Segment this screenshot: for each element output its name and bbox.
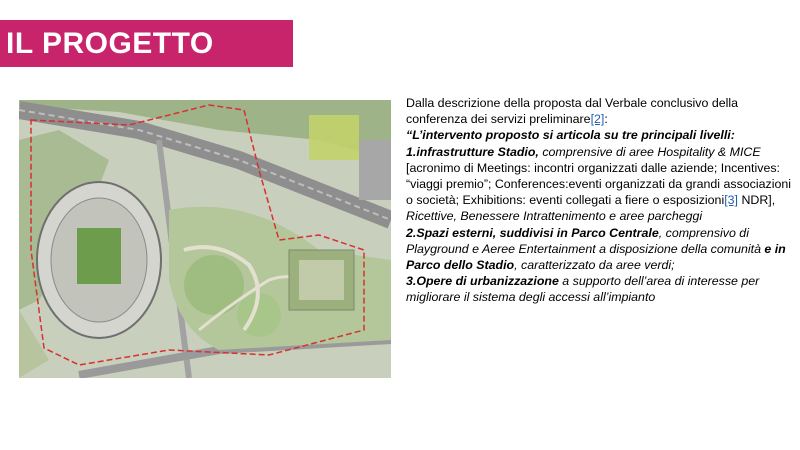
map-stadium-pitch [77,228,121,284]
quote-heading: “L’intervento proposto si articola su tre principali livelli: [406,128,735,143]
footnote-link-3[interactable]: [3] [724,193,738,208]
item-2-title: 2.Spazi esterni, suddivisi in Parco Centrale [406,225,659,240]
item-3-italic: a supporto dell’area di interesse per migliorare il sistema degli accessi all’impianto [406,274,760,305]
item-2-italic-a: , comprensivo di Playground e Aeree Entertainment a disposizione della comunità [406,225,761,256]
item-1-italic-a: comprensive di aree Hospitality & MICE [538,144,761,159]
intro-paragraph [406,95,791,127]
footnote-link-2[interactable]: [2] [590,112,605,127]
item-1 [406,144,791,225]
site-plan-image [19,100,391,378]
item-1-italic-b: Ricettive, Benessere Intrattenimento e aree parcheggi [406,209,703,224]
map-sports-field [309,115,359,160]
item-2 [406,225,791,274]
intro-colon: : [604,112,608,127]
map-hospitality-court [299,260,344,300]
map-parking-ne [359,140,391,200]
item-1-explanation: [acronimo di Meetings: incontri organizzati dalle aziende; Incentives: “viaggi premio”; Conferences:eventi organizzati da grandi associazioni o società; Exhibitions: eventi collegati a fiere o esposizioni [406,160,791,208]
item-1-ndr: NDR], [738,193,776,208]
item-3 [406,273,791,305]
map-park-circle [184,255,244,315]
site-plan-drawing [19,100,391,378]
project-description [406,95,791,306]
title-banner [0,20,293,67]
intro-text: Dalla descrizione della proposta dal Verbale conclusivo della conferenza dei servizi preliminare [406,96,738,127]
item-2-italic-b: , caratterizzato da aree verdi; [514,258,675,273]
page-title: IL PROGETTO [6,26,214,60]
item-3-title: 3.Opere di urbanizzazione [406,274,559,289]
item-2-bold-b: e in Parco dello Stadio [406,241,786,273]
item-1-title: 1.infrastrutture Stadio, [406,144,539,159]
